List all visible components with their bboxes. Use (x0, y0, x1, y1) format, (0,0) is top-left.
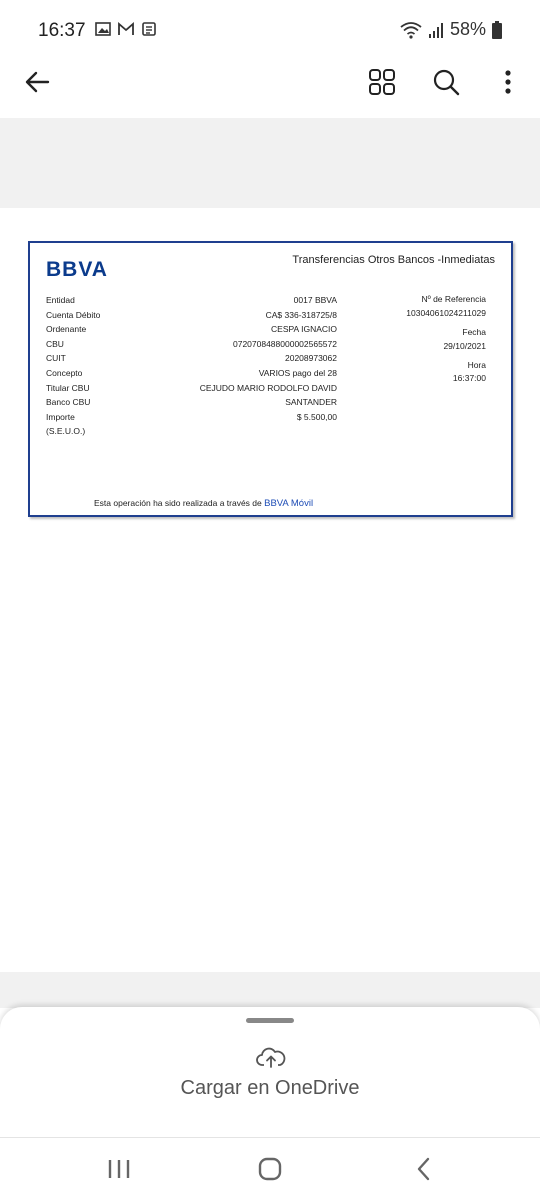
viewer-bottom-band (0, 972, 540, 1008)
field-value: 0720708488000002565572 (232, 338, 337, 349)
search-icon (430, 66, 462, 98)
app-bar (0, 58, 540, 118)
receipt-title: Transferencias Otros Bancos -Inmediatas (292, 254, 495, 266)
wifi-icon (400, 21, 422, 39)
time-value: 16:37:00 (452, 373, 486, 383)
status-time: 16:37 (38, 20, 86, 41)
home-icon[interactable] (257, 1156, 283, 1182)
grid-icon (366, 66, 398, 98)
search-button[interactable] (430, 66, 462, 98)
more-options-button[interactable] (494, 66, 522, 98)
battery-percentage: 58% (449, 19, 486, 39)
field-value: VARIOS pago del 28 (258, 367, 337, 378)
footer-brand: BBVA Móvil (264, 498, 314, 509)
bottom-sheet (0, 1007, 540, 1137)
receipt-footer (94, 498, 313, 509)
field-values (30, 293, 337, 424)
field-label: CBU (46, 338, 64, 349)
field-label: Concepto (46, 367, 83, 378)
recent-apps-icon[interactable] (106, 1158, 132, 1180)
footer-text: Esta operación ha sido realizada a través de (94, 498, 262, 508)
battery-icon (492, 21, 502, 39)
sheet-drag-handle[interactable] (246, 1018, 294, 1023)
field-value: 0017 BBVA (293, 295, 337, 305)
time-label: Hora (467, 360, 486, 370)
reference-label: Nº de Referencia (421, 294, 486, 304)
back-arrow-icon (22, 66, 54, 98)
status-bar (0, 0, 540, 58)
gmail-icon (117, 21, 135, 37)
field-value: CA$ 336-318725/8 (265, 309, 337, 320)
field-value: SANTANDER (285, 397, 337, 408)
field-value: CESPA IGNACIO (271, 324, 337, 335)
transfer-receipt (28, 241, 513, 517)
image-icon (95, 21, 111, 37)
cloud-upload-icon[interactable] (256, 1045, 286, 1069)
upload-onedrive-button[interactable]: Cargar en OneDrive (180, 1077, 360, 1099)
field-label: (S.E.U.O.) (46, 426, 86, 437)
date-value: 29/10/2021 (443, 341, 486, 351)
back-button[interactable] (22, 66, 54, 98)
system-indicators (400, 19, 502, 40)
notification-icons (95, 21, 157, 37)
field-label: Ordenante (46, 324, 87, 335)
more-vert-icon (494, 66, 522, 98)
reference-value: 10304061024211029 (406, 308, 486, 318)
field-value: 20208973062 (284, 353, 337, 364)
field-value: CEJUDO MARIO RODOLFO DAVID (199, 382, 337, 393)
system-nav-bar (0, 1138, 540, 1200)
date-label: Fecha (462, 327, 486, 337)
signal-icon (428, 21, 444, 39)
field-label: Cuenta Débito (46, 309, 101, 320)
nav-back-icon[interactable] (412, 1156, 436, 1182)
field-value: $ 5.500,00 (296, 411, 337, 422)
field-label: Titular CBU (46, 382, 90, 393)
news-icon (141, 21, 157, 37)
field-label: Banco CBU (46, 397, 91, 408)
field-label: CUIT (46, 353, 66, 364)
viewer-top-band (0, 118, 540, 208)
bbva-logo: BBVA (46, 258, 108, 281)
field-label: Importe (46, 411, 75, 422)
field-label: Entidad (46, 295, 75, 305)
reference-block (370, 293, 486, 385)
grid-view-button[interactable] (366, 66, 398, 98)
